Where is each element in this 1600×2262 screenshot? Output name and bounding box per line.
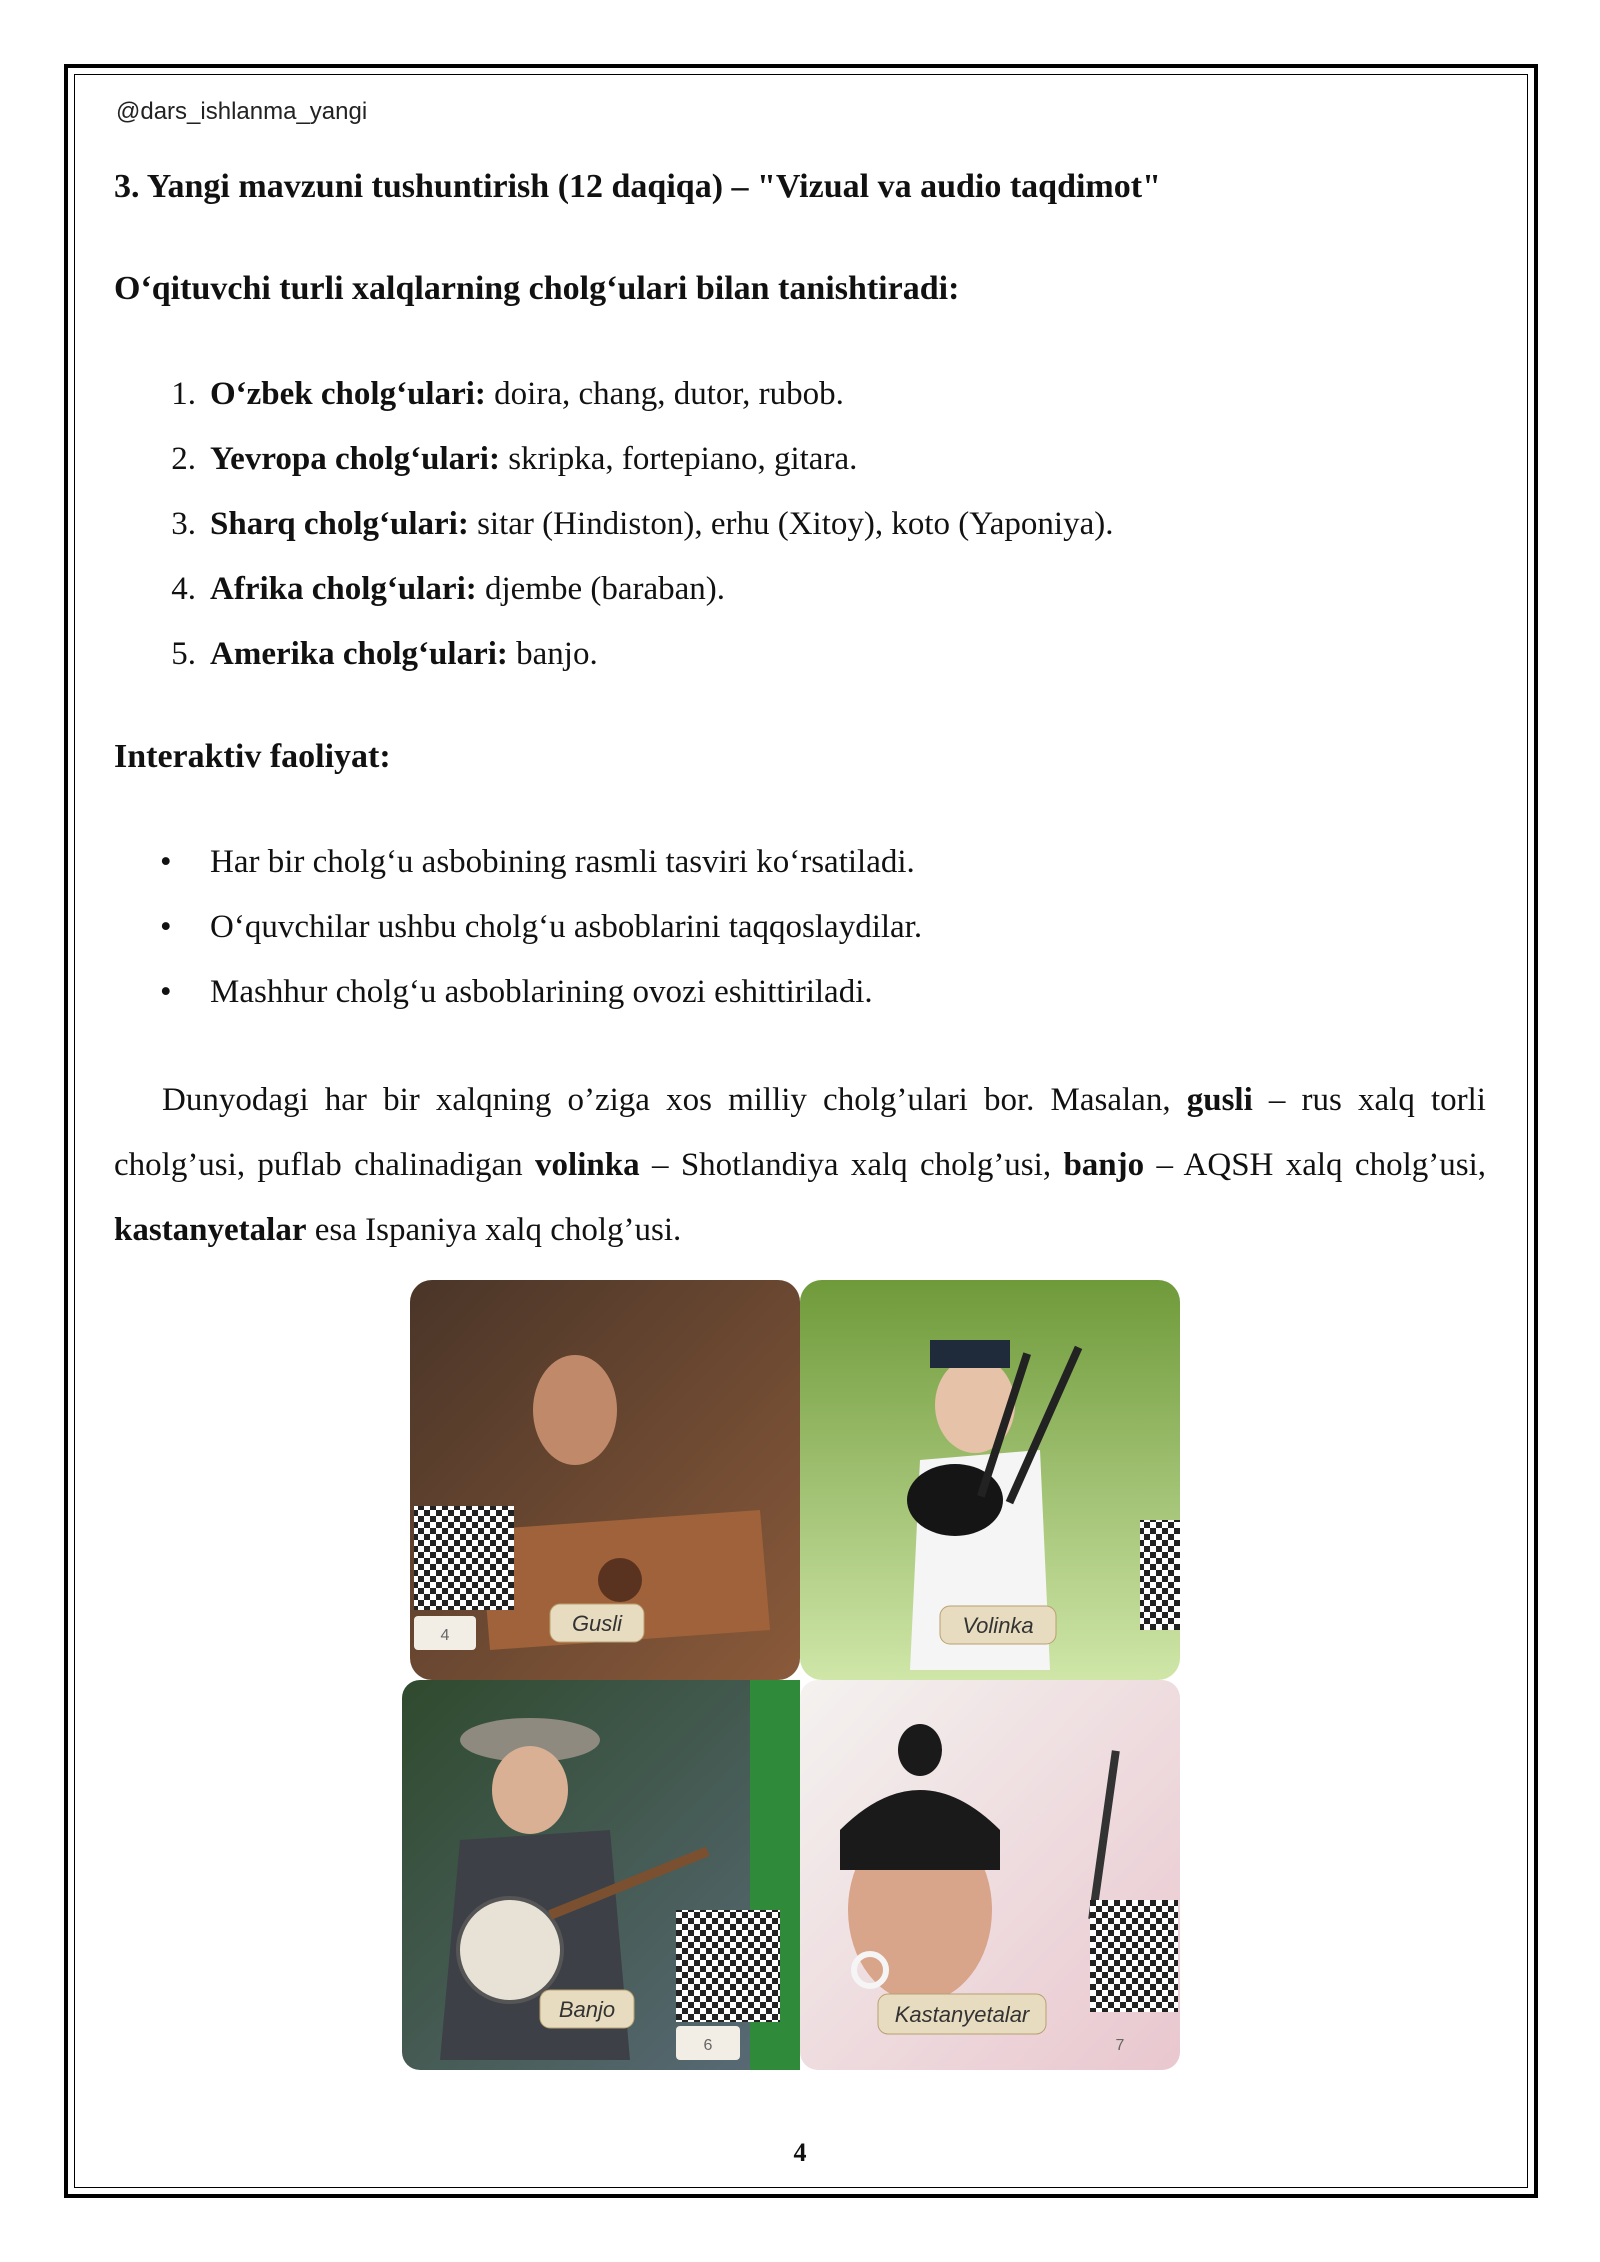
list-item [114,632,1114,697]
banjo-label: Banjo [558,1997,616,2022]
list-item [114,437,1114,502]
kastanyetalar-label: Kastanyetalar [894,2002,1030,2027]
list-item [114,970,922,1035]
list-item-bold: Afrika cholg‘ulari: [210,571,477,607]
list-item-text: doira, chang, dutor, rubob. [485,376,844,412]
bullet-icon: • [160,909,172,945]
qr-number: 7 [1115,2037,1125,2054]
list-item [114,905,922,970]
volinka-panel [800,1280,1180,1680]
bold-term: volinka [535,1147,640,1183]
list-item-text: Har bir cholg‘u asbobining rasmli tasviri ko‘rsatiladi. [210,844,915,880]
section-title: 3. Yangi mavzuni tushuntirish (12 daqiqa) – "Vizual va audio taqdimot" [114,168,1161,205]
qr-code-icon [676,1910,780,2022]
bullet-icon: • [160,844,172,880]
list-item-text: skripka, fortepiano, gitara. [499,441,858,477]
body-paragraph: Dunyodagi har bir xalqning o’ziga xos milliy cholg’ulari bor. Masalan, gusli – rus xalq torli cholg’usi, puflab chalinadigan volinka – Shotlandiya xalq cholg’usi, banjo – AQSH xalq cholg’usi, kastanyetalar esa Ispaniya xalq cholg’usi. [114,1082,1486,1248]
qr-code-icon [414,1506,514,1610]
list-item-text: djembe (baraban). [476,571,726,607]
page-number: 4 [793,2138,807,2167]
interactive-heading: Interaktiv faoliyat: [114,738,391,775]
list-item-bold: Sharq cholg‘ulari: [210,506,469,542]
volinka-label: Volinka [962,1613,1034,1638]
list-number: 5. [171,636,196,672]
qr-number: 6 [703,2037,713,2054]
bold-term: banjo [1063,1147,1145,1183]
bold-term: gusli [1186,1082,1253,1118]
list-number: 4. [171,571,196,607]
watermark-handle: @dars_ishlanma_yangi [116,98,368,125]
bold-term: kastanyetalar [114,1212,307,1248]
kastanyetalar-panel [800,1680,1180,2070]
list-number: 3. [171,506,196,542]
gusli-label: Gusli [571,1611,623,1636]
list-item-text: sitar (Hindiston), erhu (Xitoy), koto (Yaponiya). [468,506,1114,542]
interactive-list [114,840,922,1035]
list-item-text: banjo. [507,636,598,672]
gusli-panel [410,1280,800,1680]
qr-code-icon [1140,1520,1180,1630]
list-item-bold: O‘zbek cholg‘ulari: [210,376,486,412]
list-item-bold: Amerika cholg‘ulari: [210,636,508,672]
bullet-icon: • [160,974,172,1010]
instrument-list [114,372,1114,697]
list-item [114,372,1114,437]
list-item-bold: Yevropa cholg‘ulari: [210,441,500,477]
qr-code-icon [1090,1900,1178,2012]
intro-heading: O‘qituvchi turli xalqlarning cholg‘ulari bilan tanishtiradi: [114,270,960,307]
list-item [114,567,1114,632]
instruments-photo [400,1270,1190,2080]
list-number: 2. [171,441,196,477]
list-item-text: O‘quvchilar ushbu cholg‘u asboblarini taqqoslaydilar. [210,909,923,945]
banjo-panel [402,1680,800,2070]
list-item [114,840,922,905]
list-item-text: Mashhur cholg‘u asboblarining ovozi eshittiriladi. [210,974,873,1010]
list-item [114,502,1114,567]
list-number: 1. [171,376,196,412]
qr-number: 4 [440,1627,450,1644]
